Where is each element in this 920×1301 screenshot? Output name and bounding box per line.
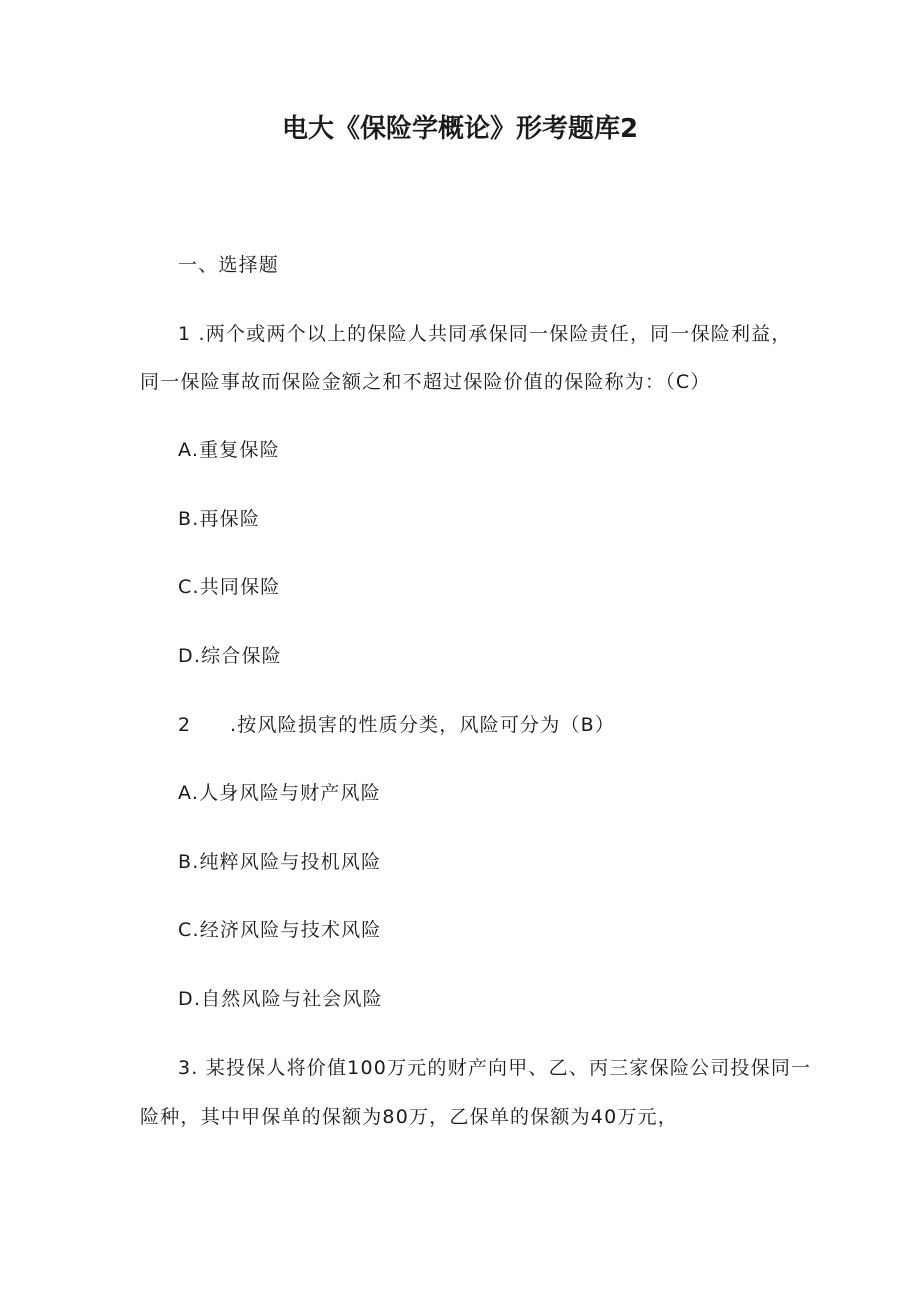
question-2-option-b: B.纯粹风险与投机风险 — [178, 851, 382, 873]
document-title: 电大《保险学概论》形考题库2 — [281, 114, 639, 144]
question-1-line-2: 同一保险事故而保险金额之和不超过保险价值的保险称为：（C） — [140, 371, 711, 393]
question-2-number: 2 — [178, 714, 192, 736]
question-3-line-1: 3. 某投保人将价值100万元的财产向甲、乙、丙三家保险公司投保同一 — [178, 1057, 812, 1079]
question-1-line-1: 1 .两个或两个以上的保险人共同承保同一保险责任，同一保险利益， — [178, 323, 792, 345]
question-1-option-c: C.共同保险 — [178, 576, 281, 598]
question-2-text: .按风险损害的性质分类，风险可分为（B） — [230, 714, 616, 736]
question-2-option-a: A.人身风险与财产风险 — [178, 782, 381, 804]
question-2-option-d: D.自然风险与社会风险 — [178, 988, 383, 1010]
question-2-option-c: C.经济风险与技术风险 — [178, 919, 382, 941]
question-3-line-2: 险种，其中甲保单的保额为80万，乙保单的保额为40万元， — [140, 1106, 678, 1128]
section-heading: 一、选择题 — [178, 254, 280, 276]
question-1-option-d: D.综合保险 — [178, 645, 282, 667]
question-1-option-b: B.再保险 — [178, 508, 261, 530]
question-1-option-a: A.重复保险 — [178, 439, 280, 461]
